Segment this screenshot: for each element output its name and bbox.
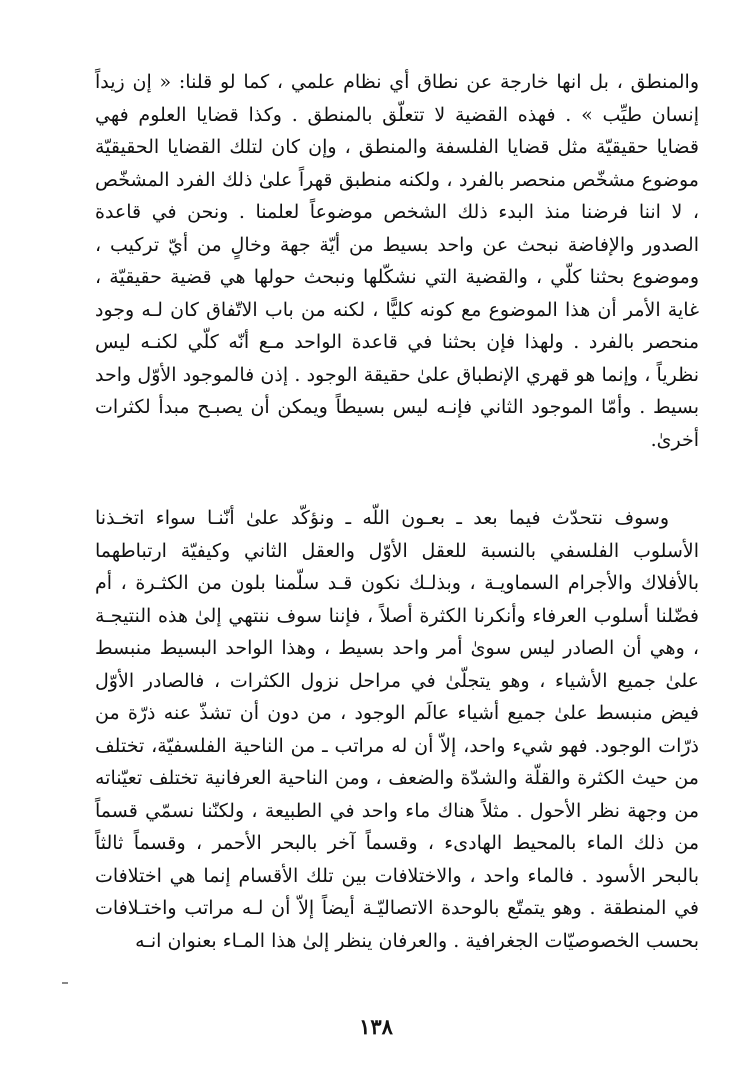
- body-paragraph-2: وسوف نتحدّث فيما بعد ـ بعـون اللّه ـ ونؤكّد علىٰ أنّنـا سواء اتخـذنا الأسلوب الفلسفي بالنسبة للعقل الأوّل والعقل الثاني وكيفيّة ارتباطهما بالأفلاك والأجرام السماويـة ، وبذلـك نكون قـد سلّمنا بلون من الكثـرة ، أم فضّلنا أسلوب العرفاء وأنكرنا الكثرة أصلاً ، فإننا سوف ننتهي إلىٰ هذه النتيجـة ، وهي أن الصادر ليس سوىٰ أمر واحد بسيط ، وهذا الواحد البسيط منبسط علىٰ جميع الأشياء ، وهو يتجلّىٰ في مراحل نزول الكثرات ، فالصادر الأوّل فيض منبسط علىٰ جميع أشياء عالَم الوجود ، من دون أن تشذّ عنه ذرّة من ذرّات الوجود. فهو شيء واحد، إلاّ أن له مراتب ـ من الناحية الفلسفيّة، تختلف من حيث الكثرة والقلّة والشدّة والضعف ، ومن الناحية العرفانية تختلف تعيّناته من وجهة نظر الأحول . مثلاً هناك ماء واحد في الطبيعة ، ولكنّنا نسمّي قسماً من ذلك الماء بالمحيط الهادىء ، وقسماً آخر بالبحر الأحمر ، وقسماً ثالثاً بالبحر الأسود . فالماء واحد ، والاختلافات بين تلك الأقسام إنما هي اختلافات في المنطقة . وهو يتمتّع بالوحدة الاتصاليّـة أيضاً إلاّ أن لـه مراتب واختـلافات بحسب الخصوصيّات الجغرافية . والعرفان ينظر إلىٰ هذا المـاء بعنوان انـه: [95, 507, 699, 952]
- body-paragraph-1: والمنطق ، بل انها خارجة عن نطاق أي نظام علمي ، كما لو قلنا: « إن زيداً إنسان طيِّب » . فهذه القضية لا تتعلّق بالمنطق . وكذا قضايا العلوم فهي قضايا حقيقيّة مثل قضايا الفلسفة والمنطق ، وإن كان لتلك القضايا الحقيقيّة موضوع مشخّص منحصر بالفرد ، ولكنه منطبق قهراً علىٰ ذلك الفرد المشخّص ، لا اننا فرضنا منذ البدء ذلك الشخص موضوعاً لعلمنا . ونحن في قاعدة الصدور والإفاضة نبحث عن واحد بسيط من أيّة جهة وخالٍ من أيّ تركيب ، وموضوع بحثنا كلّي ، والقضية التي نشكّلها ونبحث حولها هي قضية حقيقيّة ، غاية الأمر أن هذا الموضوع مع كونه كليًّا ، لكنه من باب الاتّفاق كان لـه وجود منحصر بالفرد . ولهذا فإن بحثنا في قاعدة الواحد مـع أنّه كلّي لكنـه ليس نظرياً ، وإنما هو قهري الإنطباق علىٰ حقيقة الوجود . إذن فالموجود الأوّل واحد بسيط . وأمّا الموجود الثاني فإنـه ليس بسيطاً ويمكن أن يصبـح مبدأ لكثرات أخرىٰ.: [95, 71, 699, 451]
- scan-mark: [62, 982, 68, 984]
- page-number: ١٣٨: [359, 1014, 393, 1039]
